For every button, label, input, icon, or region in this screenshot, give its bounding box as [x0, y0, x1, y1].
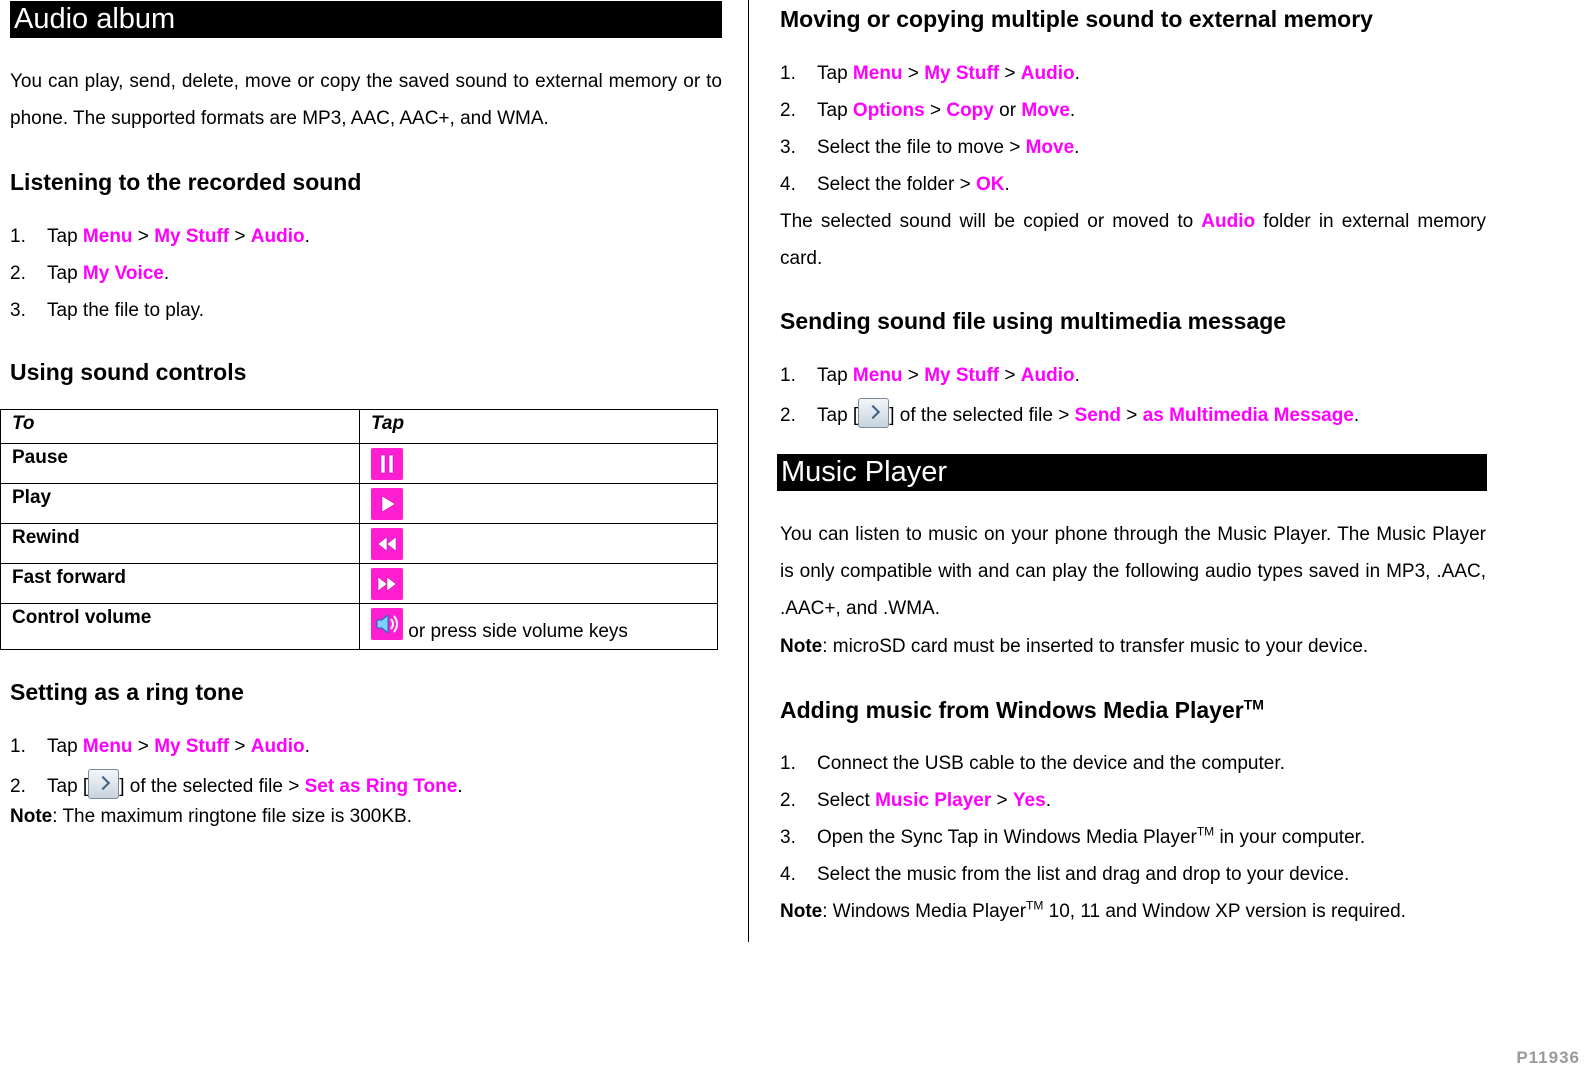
menu-link: Menu [82, 226, 133, 247]
copy-link: Copy [946, 100, 994, 121]
move-link: Move [1021, 100, 1070, 121]
list-item: 4. Select the folder > OK. [780, 174, 1010, 195]
heading-sound-controls: Using sound controls [10, 359, 247, 385]
rewind-icon [371, 528, 403, 560]
fast-forward-icon [371, 568, 403, 600]
list-item: 1. Tap Menu > My Stuff > Audio. [780, 365, 1080, 386]
row-label-rewind: Rewind [1, 524, 360, 564]
page-number: P11936 [1516, 1048, 1580, 1067]
heading-listening: Listening to the recorded sound [10, 169, 362, 195]
my-stuff-link: My Stuff [924, 63, 1000, 84]
section-title-music-player: Music Player [777, 454, 1487, 491]
list-item: 2. Tap [ ] of the selected file > Set as Ring Tone. [10, 765, 722, 809]
sound-controls-table [0, 409, 718, 650]
list-item: 3. Tap the file to play. [10, 300, 205, 321]
table-row [1, 484, 718, 524]
row-label-play: Play [1, 484, 360, 524]
my-stuff-link: My Stuff [154, 226, 230, 247]
music-player-link: Music Player [875, 790, 992, 811]
list-item: 1. Tap Menu > My Stuff > Audio. [780, 63, 1080, 84]
sending-steps [780, 357, 1486, 438]
music-player-intro: You can listen to music on your phone through the Music Player. The Music Player is only compatible with and can play the following audio types saved in MP3, .AAC, .AAC+, and .WMA. [780, 524, 1486, 619]
table-header-row [1, 410, 718, 444]
row-label-pause: Pause [1, 444, 360, 484]
column-divider [748, 0, 749, 942]
column-header-to: To [1, 410, 360, 444]
move-link: Move [1025, 137, 1075, 158]
send-link: Send [1074, 405, 1122, 426]
list-item: 2. Tap Options > Copy or Move. [780, 100, 1076, 121]
ok-link: OK [975, 174, 1005, 195]
right-column [780, 0, 1486, 930]
heading-adding-music: Adding music from Windows Media Player™ [780, 696, 1264, 723]
row-label-control-volume: Control volume [1, 604, 360, 650]
table-row [1, 564, 718, 604]
audio-album-intro: You can play, send, delete, move or copy the saved sound to external memory or to phone. The supported formats are MP3, AAC, AAC+, and WMA. [10, 71, 722, 129]
menu-link: Menu [852, 63, 903, 84]
music-player-note: Note: microSD card must be inserted to transfer music to your device. [780, 636, 1369, 657]
moving-steps [780, 55, 1486, 203]
list-item: 1. Tap Menu > My Stuff > Audio. [10, 226, 310, 247]
row-label-fast-forward: Fast forward [1, 564, 360, 604]
volume-icon [371, 608, 403, 640]
list-item: 2. Select Music Player > Yes. [780, 790, 1051, 811]
heading-ring-tone: Setting as a ring tone [10, 679, 244, 705]
options-link: Options [852, 100, 925, 121]
moving-result: The selected sound will be copied or moved to Audio folder in external memory card. [780, 211, 1486, 269]
audio-link: Audio [250, 226, 305, 247]
list-item: 1. Connect the USB cable to the device and the computer. [780, 753, 1285, 774]
my-stuff-link: My Stuff [924, 365, 1000, 386]
adding-steps [780, 745, 1486, 893]
table-row [1, 444, 718, 484]
volume-side-keys-text: or press side volume keys [403, 621, 628, 643]
list-item: 4. Select the music from the list and drag and drop to your device. [780, 864, 1350, 885]
column-header-tap: Tap [360, 410, 718, 444]
list-item: 3. Select the file to move > Move. [780, 137, 1080, 158]
menu-link: Menu [852, 365, 903, 386]
list-item: 3. Open the Sync Tap in Windows Media Player™ in your computer. [780, 824, 1366, 848]
heading-sending: Sending sound file using multimedia message [780, 308, 1287, 334]
audio-link: Audio [250, 736, 305, 757]
chevron-right-icon [858, 398, 889, 428]
audio-link: Audio [1020, 365, 1075, 386]
audio-link: Audio [1020, 63, 1075, 84]
list-item: 2. Tap My Voice. [10, 263, 170, 284]
yes-link: Yes [1012, 790, 1046, 811]
play-icon [371, 488, 403, 520]
chevron-right-icon [88, 769, 119, 799]
as-multimedia-message-link: as Multimedia Message [1142, 405, 1354, 426]
section-title-audio-album: Audio album [10, 1, 722, 38]
my-stuff-link: My Stuff [154, 736, 230, 757]
list-item: 1. Tap Menu > My Stuff > Audio. [10, 736, 310, 757]
ringtone-note: Note: The maximum ringtone file size is 300KB. [10, 806, 412, 827]
ringtone-steps [10, 728, 722, 809]
list-item: 2. Tap [ ] of the selected file > Send > as Multimedia Message. [780, 394, 1486, 438]
adding-note: Note: Windows Media Player™ 10, 11 and Window XP version is required. [780, 898, 1406, 922]
menu-link: Menu [82, 736, 133, 757]
table-row [1, 604, 718, 650]
listening-steps [10, 218, 722, 329]
table-row [1, 524, 718, 564]
audio-folder-link: Audio [1201, 211, 1256, 232]
left-column [10, 0, 722, 829]
my-voice-link: My Voice [82, 263, 164, 284]
heading-moving-copying: Moving or copying multiple sound to external memory [780, 6, 1373, 32]
set-as-ring-tone-link: Set as Ring Tone [304, 776, 458, 797]
pause-icon [371, 448, 403, 480]
